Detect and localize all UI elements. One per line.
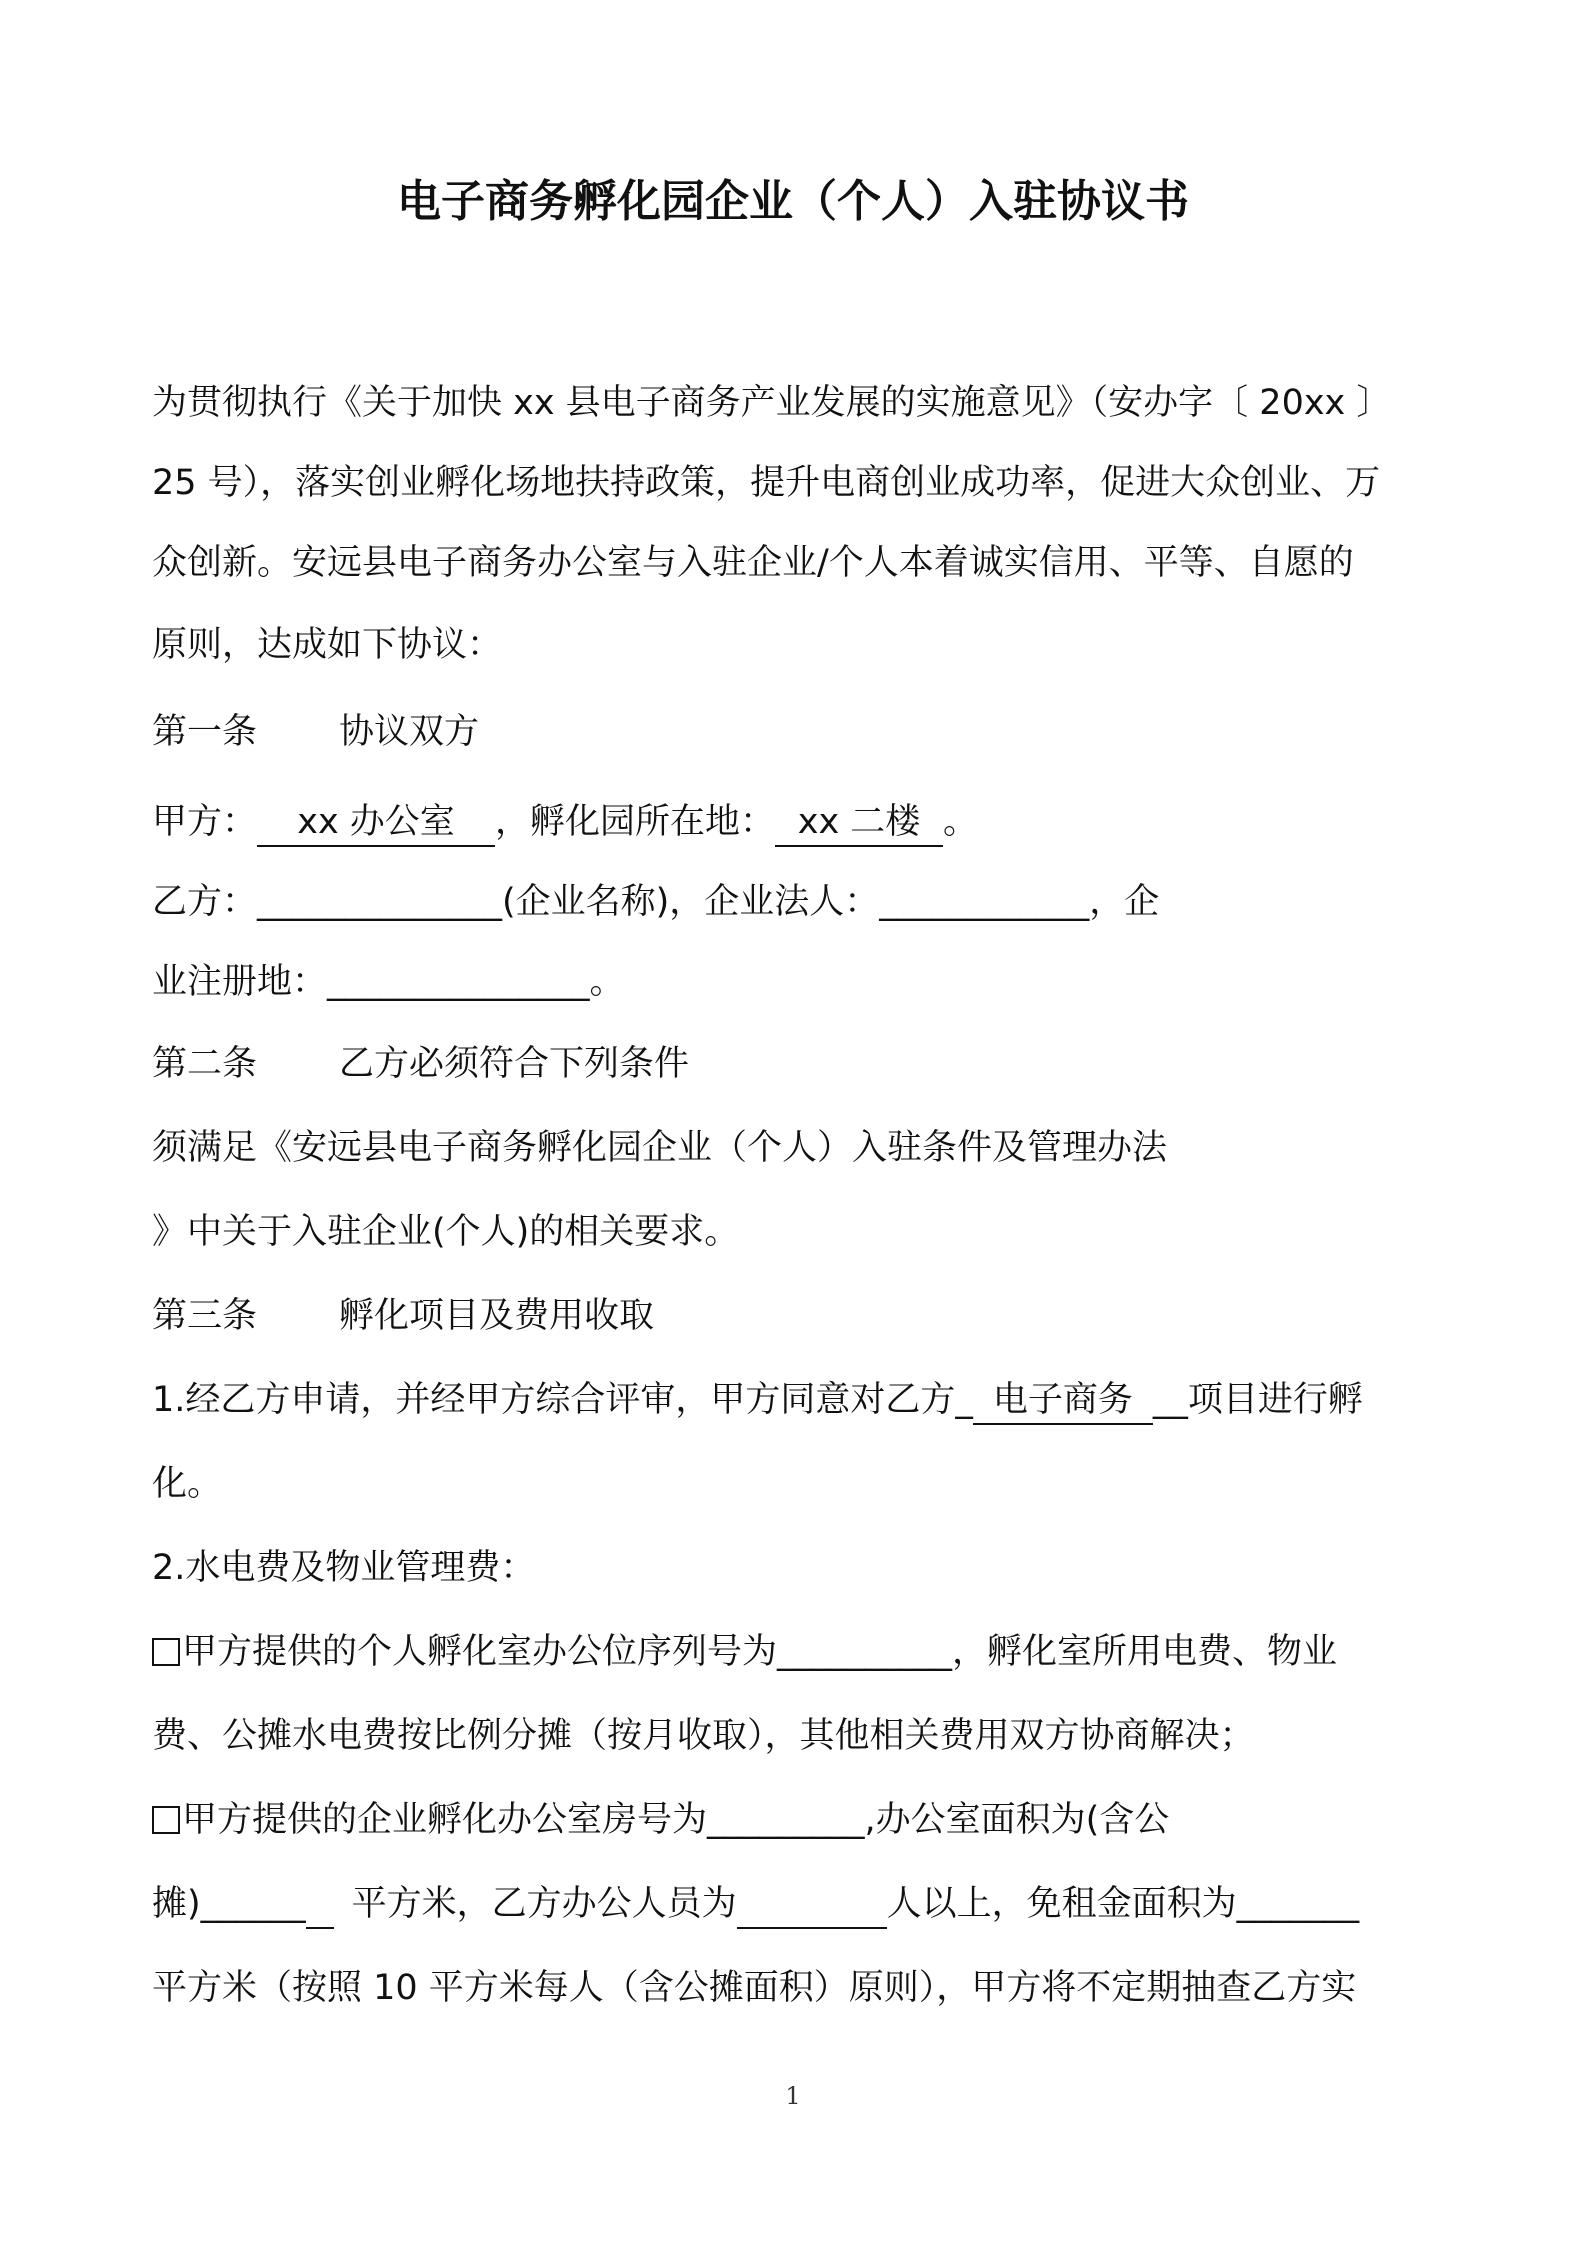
item-1-text-a: 1.经乙方申请，并经甲方综合评审，甲方同意对乙方_ [152,1380,973,1420]
option-1-line-2: 费、公摊水电费按比例分摊（按月收取），其他相关费用双方协商解决； [152,1716,1255,1756]
article-3-heading [152,1291,654,1341]
party-a-location-field: xx 二楼 [775,797,943,847]
area-blank-tail [306,1879,334,1929]
article-3-item-1-line-2: 化。 [152,1464,223,1504]
party-a-label: 甲方： [152,802,258,842]
option-2-text-b: 平方米，乙方办公人员为 [351,1884,737,1924]
article-3-title: 孵化项目及费用收取 [339,1296,655,1336]
preamble-line-4: 原则，达成如下协议： [152,625,503,665]
preamble-line-1: 为贯彻执行《关于加快 xx 县电子商务产业发展的实施意见》（安办字〔 20xx 〕 [152,383,1392,423]
article-1-title: 协议双方 [339,712,480,752]
option-2-checkbox[interactable] [152,1806,180,1834]
document-title: 电子商务孵化园企业（个人）入驻协议书 [397,176,1189,227]
item-1-project-field: 电子商务 [973,1375,1153,1425]
option-2-line-3: 平方米（按照 10 平方米每人（含公摊面积）原则），甲方将不定期抽查乙方实 [152,1968,1357,2008]
option-2-line-2 [152,1879,1359,1929]
option-1-line-1 [152,1627,1337,1677]
article-1-number: 第一条 [152,712,258,752]
party-a-name-field: xx 办公室 [257,797,495,847]
article-3-item-1-line-1 [152,1375,1363,1425]
option-1-checkbox[interactable] [152,1638,180,1666]
option-2-line-1 [152,1795,1169,1845]
article-2-number: 第二条 [152,1044,258,1084]
article-2-heading [152,1039,689,1089]
article-2-text-line-1: 须满足《安远县电子商务孵化园企业（个人）入驻条件及管理办法 [152,1128,1168,1168]
article-3-number: 第三条 [152,1296,258,1336]
page-number: 1 [785,2082,801,2110]
option-2-text-a: 摊)______ [152,1884,306,1924]
preamble-line-3: 众创新。安远县电子商务办公室与入驻企业/个人本着诚实信用、平等、自愿的 [152,543,1354,583]
party-b-line-2: 业注册地：_______________。 [152,962,625,1002]
staff-count-field [737,1879,887,1929]
party-b-line-1: 乙方：______________(企业名称)，企业法人：____________，企 [152,882,1160,922]
option-1-text: 甲方提供的个人孵化室办公位序列号为__________，孵化室所用电费、物业 [182,1632,1338,1672]
article-2-text-line-2: 》中关于入驻企业(个人)的相关要求。 [152,1212,740,1252]
article-3-item-2: 2.水电费及物业管理费： [152,1548,536,1588]
party-a-location-label: ，孵化园所在地： [495,802,776,842]
preamble-line-2: 25 号），落实创业孵化场地扶持政策，提升电商创业成功率，促进大众创业、万 [152,463,1381,503]
party-a-end: 。 [943,802,979,842]
option-2-text: 甲方提供的企业孵化办公室房号为_________,办公室面积为(含公 [182,1800,1170,1840]
article-2-title: 乙方必须符合下列条件 [339,1044,690,1084]
option-2-text-c: 人以上，免租金面积为_______ [886,1884,1360,1924]
article-1-heading [152,707,479,757]
item-1-text-b: __项目进行孵 [1152,1380,1363,1420]
party-a-line [152,797,978,847]
